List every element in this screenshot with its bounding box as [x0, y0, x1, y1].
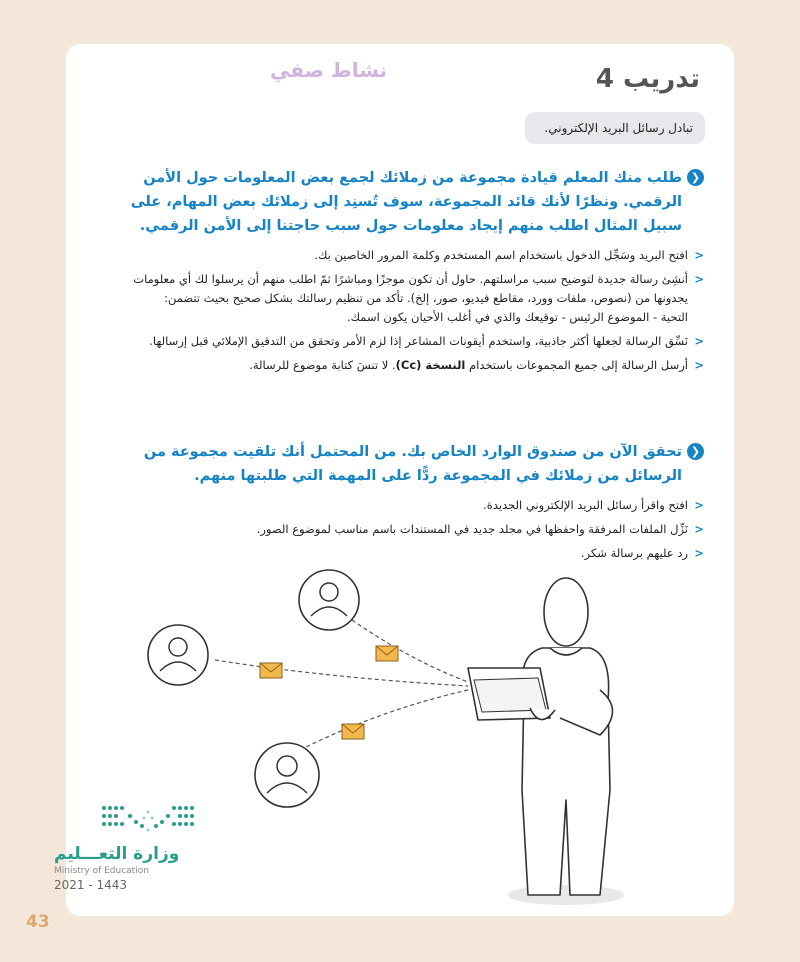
task-1-heading-text: طلب منك المعلم قيادة مجموعة من زملائك لجمع بعض المعلومات حول الأمن الرقمي. ونظرًا لأنك قائد المجموعة، سوف تُسنِد إلى زملائك بعض المهام، على سبيل المثال اطلب منهم إيجاد معلومات حول سبب حاجتنا إلى الأمن الرقمي.	[130, 170, 682, 234]
connector-line-3	[300, 690, 468, 750]
list-item: < أرسل الرسالة إلى جميع المجموعات باستخدام النسخة (Cc). لا تنسَ كتابة موضوع للرسالة.	[114, 356, 704, 375]
chevron-left-icon: ❮	[687, 443, 704, 460]
user-avatar-icon-top	[299, 570, 359, 630]
logo-dots-icon	[100, 802, 196, 834]
email-illustration	[130, 560, 650, 905]
arrow-icon: <	[694, 498, 704, 512]
task-2-steps	[114, 496, 704, 563]
task-2-heading	[114, 440, 704, 488]
person-with-tablet	[468, 578, 624, 905]
arrow-icon: <	[694, 358, 704, 372]
arrow-icon: <	[694, 546, 704, 560]
user-avatar-icon-bottom	[255, 743, 319, 807]
arrow-icon: <	[694, 272, 704, 286]
exercise-title: تدريب 4	[595, 64, 700, 94]
logo-arabic-text: وزارة التعـــليم	[54, 844, 180, 864]
envelope-icon-1	[376, 646, 398, 661]
envelope-icon-2	[260, 663, 282, 678]
list-item: < أنشِئ رسالة جديدة لتوضيح سبب مراسلتهم. حاول أن تكون موجزًا ومباشرًا ثمّ اطلب منهم أن يرسلوا لك أي معلومات يجدونها من (نصوص، ملفات وورد، مقاطع فيديو، صور، إلخ). تأكد من تنظيم رسالتك بشكل صحيح بحيث تتضمن: التحية - الموضوع الرئيس - توقيعك والذي في أغلب الأحيان يكون اسمك.	[114, 270, 704, 327]
list-item: < نَزِّل الملفات المرفقة واحفظها في مجلد جديد في المستندات باسم مناسب لموضوع الصور.	[114, 520, 704, 539]
ministry-logo	[54, 802, 204, 892]
envelope-icon-3	[342, 724, 364, 739]
logo-year: 2021 - 1443	[54, 878, 128, 892]
arrow-icon: <	[694, 522, 704, 536]
list-item: < افتح البريد وسَجِّل الدخول باستخدام اسم المستخدم وكلمة المرور الخاصين بك.	[114, 246, 704, 265]
arrow-icon: <	[694, 248, 704, 262]
arrow-icon: <	[694, 334, 704, 348]
list-item: < رد عليهم برسالة شكر.	[114, 544, 704, 563]
list-item: < افتح واقرأ رسائل البريد الإلكتروني الجديدة.	[114, 496, 704, 515]
logo-english-text: Ministry of Education	[54, 866, 149, 876]
greeting-line: التحية - الموضوع الرئيس - توقيعك والذي في أغلب الأحيان يكون اسمك.	[346, 310, 688, 324]
connector-line-1	[352, 620, 468, 682]
connector-line-2	[215, 660, 468, 686]
task-2	[114, 440, 704, 568]
task-1-steps	[114, 246, 704, 375]
page-number: 43	[26, 912, 50, 932]
user-avatar-icon-left	[148, 625, 208, 685]
task-2-heading-text: تحقق الآن من صندوق الوارد الخاص بك. من المحتمل أنك تلقيت مجموعة من الرسائل من زملائك في المجموعة ردًّا على المهمة التي طلبتها منهم.	[143, 444, 682, 484]
list-item: < نَسِّق الرسالة لجعلها أكثر جاذبية، واستخدم أيقونات المشاعر إذا لزم الأمر وتحقق من التدقيق الإملائي قبل إرسالها.	[114, 332, 704, 351]
task-1-heading	[114, 166, 704, 238]
task-1	[114, 166, 704, 380]
activity-label: نشاط صفي	[270, 58, 388, 82]
chevron-left-icon: ❮	[687, 169, 704, 186]
intro-box: تبادل رسائل البريد الإلكتروني.	[525, 112, 705, 144]
